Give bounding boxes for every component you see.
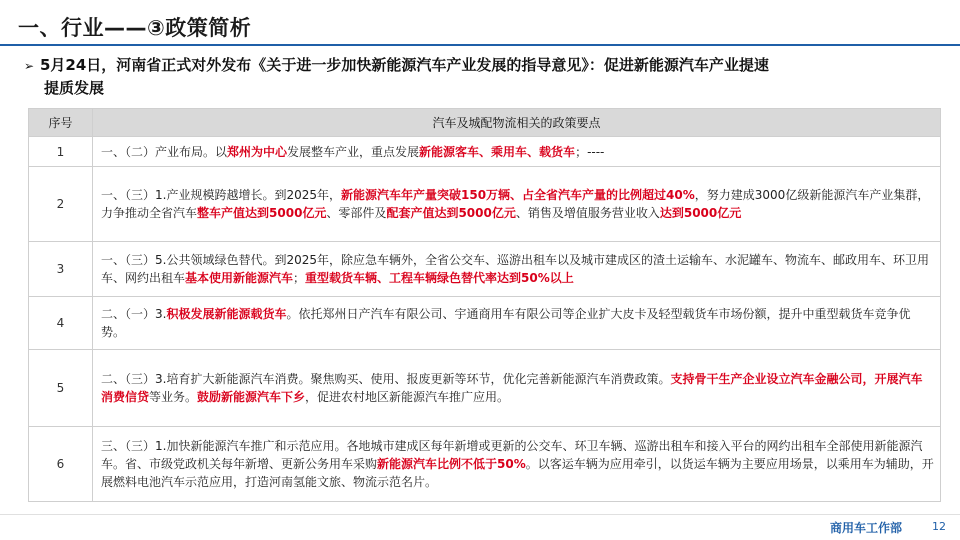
column-header-number: 序号: [29, 109, 93, 137]
highlight-text: 新能源汽车比例不低于50%: [377, 457, 526, 471]
policy-text: 一、（二）产业布局。以: [101, 144, 228, 159]
highlight-text: 基本使用新能源汽车: [185, 271, 294, 285]
table-row: [29, 137, 941, 167]
highlight-text: 重型载货车辆、工程车辆绿色替代率达到50%以上: [305, 271, 574, 285]
title-divider: [0, 44, 960, 46]
policy-text: 、零部件及: [326, 206, 387, 220]
row-number: 4: [29, 297, 93, 350]
table-row: [29, 427, 941, 502]
policy-text: 一、（三）5.公共领域绿色替代。到2025年，除应急车辆外，全省公交车、巡游出租车以及城市建成区的渣土运输车、水泥罐车、物流车、邮政用车、环卫用车、网约出租车: [101, 253, 929, 285]
row-number: 6: [29, 427, 93, 502]
table-row: [29, 242, 941, 297]
row-number: 2: [29, 167, 93, 242]
row-content: [93, 350, 941, 427]
footer-divider: [0, 514, 960, 515]
policy-text: ；: [293, 271, 306, 285]
highlight-text: 新能源客车、乘用车、载货车: [419, 144, 576, 159]
policy-text: 三、（三）1.加快新能源汽车推广和示范应用。各地城市建成区每年新增或更新的公交车、环卫车辆、巡游出租车和接入平台的网约出租车全部使用新能源汽车。省、市级党政机关每年新增、更新公务用车采购: [101, 439, 923, 471]
highlight-text: 整车产值达到5000亿元: [197, 206, 327, 220]
row-content: [93, 242, 941, 297]
highlight-text: 郑州为中心: [227, 144, 288, 159]
table-row: [29, 167, 941, 242]
highlight-text: 支持骨干生产企业设立汽车金融公司，开展汽车消费信贷: [101, 372, 923, 404]
row-content: [93, 427, 941, 502]
policy-text: ；----: [575, 144, 605, 159]
policy-text: ，促进农村地区新能源汽车推广应用。: [305, 390, 510, 404]
policy-text: 一、（三）1.产业规模跨越增长。到2025年，: [101, 188, 341, 202]
headline-line-2: 提质发展: [44, 79, 105, 97]
policy-text: 发展整车产业，重点发展: [287, 144, 420, 159]
highlight-text: 达到5000亿元: [659, 206, 742, 220]
column-header-content: 汽车及城配物流相关的政策要点: [93, 109, 941, 137]
policy-text: 二、（一）3.: [101, 307, 167, 321]
bullet-arrow-icon: ➢: [24, 59, 35, 73]
page-title: 一、行业——③政策简析: [18, 16, 252, 40]
row-number: 3: [29, 242, 93, 297]
row-number: 1: [29, 137, 93, 167]
policy-text: 等业务。: [149, 390, 198, 404]
footer-department: 商用车工作部: [829, 521, 902, 535]
policy-text: 。依托郑州日产汽车有限公司、宇通商用车有限公司等企业扩大皮卡及轻型载货车市场份额，提升中重型载货车竞争优势。: [101, 307, 911, 339]
headline-line-1: 5月24日，河南省正式对外发布《关于进一步加快新能源汽车产业发展的指导意见》：促进新能源汽车产业提速: [40, 56, 769, 74]
row-content: [93, 167, 941, 242]
highlight-text: 配套产值达到5000亿元: [386, 206, 516, 220]
row-number: 5: [29, 350, 93, 427]
highlight-text: 新能源汽车年产量突破150万辆、占全省汽车产量的比例超过40%: [341, 188, 695, 202]
policy-text: 二、（三）3.培育扩大新能源汽车消费。聚焦购买、使用、报废更新等环节，优化完善新能源汽车消费政策。: [101, 372, 671, 386]
table-header-row: [29, 109, 941, 137]
table-row: [29, 297, 941, 350]
row-content: [93, 297, 941, 350]
table-row: [29, 350, 941, 427]
row-content: [93, 137, 941, 167]
highlight-text: 鼓励新能源汽车下乡: [197, 390, 306, 404]
highlight-text: 积极发展新能源载货车: [166, 307, 287, 321]
policy-headline: [24, 54, 934, 99]
policy-text: ，努力建成3000亿级新能源汽车产业集群，力争推动全省汽车: [101, 188, 930, 220]
page-number: 12: [932, 520, 946, 533]
policy-text: 。以客运车辆为应用牵引，以货运车辆为主要应用场景，以乘用车为辅助，开展燃料电池汽车示范应用，打造河南氢能文旅、物流示范名片。: [101, 457, 934, 489]
policy-table: [28, 108, 941, 502]
policy-text: 、销售及增值服务营业收入: [515, 206, 660, 220]
